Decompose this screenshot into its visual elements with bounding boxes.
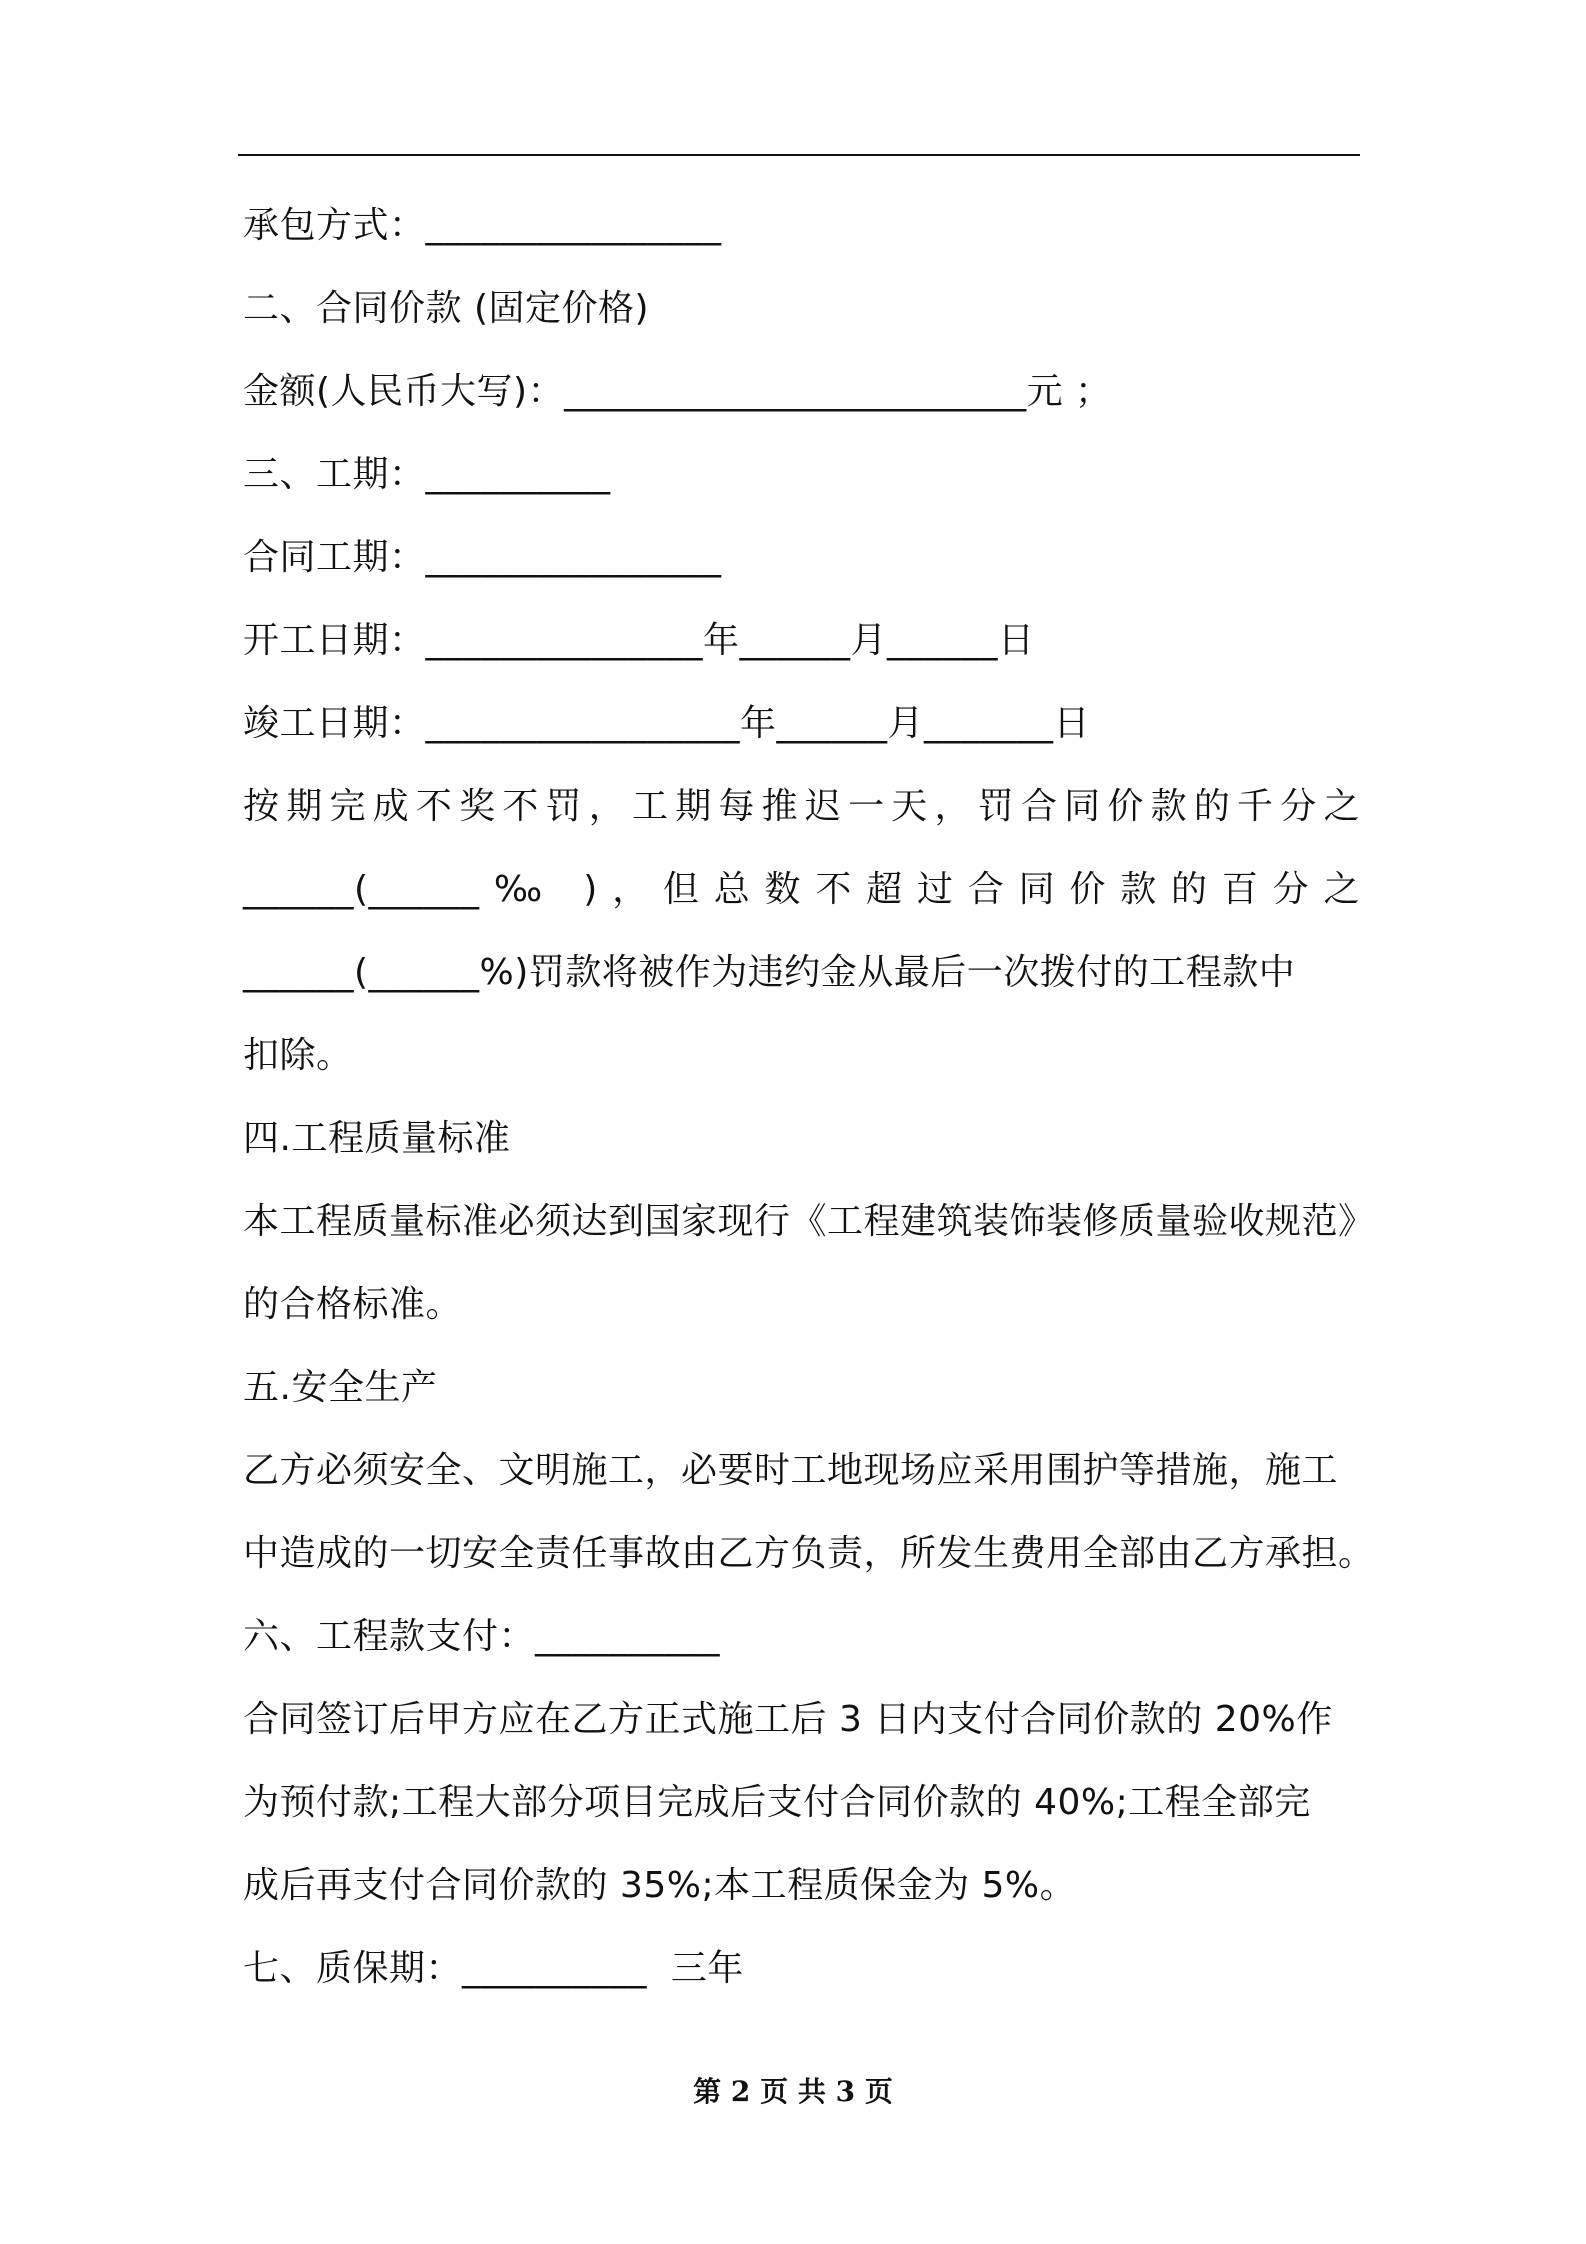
payment-paragraph-line-3: 成后再支付合同价款的 35%;本工程质保金为 5%。 — [243, 1865, 1077, 1906]
payment-paragraph-line-2: 为预付款;工程大部分项目完成后支付合同价款的 40%;工程全部完 — [243, 1782, 1311, 1823]
contract-method-line: 承包方式：________________ — [243, 205, 722, 246]
payment-paragraph-line-1: 合同签订后甲方应在乙方正式施工后 3 日内支付合同价款的 20%作 — [243, 1699, 1333, 1740]
penalty-paragraph-line-4: 扣除。 — [243, 1035, 353, 1076]
header-rule — [238, 154, 1360, 156]
section-heading-period: 三、工期：__________ — [243, 454, 611, 495]
page-number: 第 2 页 共 3 页 — [693, 2075, 893, 2108]
penalty-paragraph-line-1: 按期完成不奖不罚，工期每推迟一天，罚合同价款的千分之 — [243, 786, 1360, 827]
section-heading-warranty: 七、质保期：__________ 三年 — [243, 1948, 744, 1989]
completion-date-line: 竣工日期：_________________年______月_______日 — [243, 703, 1091, 744]
start-date-line: 开工日期：_______________年______月______日 — [243, 620, 1035, 661]
section-heading-quality: 四.工程质量标准 — [243, 1118, 511, 1159]
section-heading-price: 二、合同价款 (固定价格) — [243, 288, 650, 329]
penalty-paragraph-line-2: ______(______‰ )，但总数不超过合同价款的百分之 — [243, 869, 1360, 910]
safety-paragraph-line-1: 乙方必须安全、文明施工，必要时工地现场应采用围护等措施，施工 — [243, 1450, 1339, 1491]
contract-period-line: 合同工期：________________ — [243, 537, 722, 578]
safety-paragraph-line-2: 中造成的一切安全责任事故由乙方负责，所发生费用全部由乙方承担。 — [243, 1533, 1375, 1574]
penalty-paragraph-line-3: ______(______%)罚款将被作为违约金从最后一次拨付的工程款中 — [243, 952, 1296, 993]
quality-paragraph-line-2: 的合格标准。 — [243, 1284, 463, 1325]
section-heading-payment: 六、工程款支付：__________ — [243, 1616, 721, 1657]
amount-line: 金额(人民币大写)：_________________________元 ； — [243, 371, 1112, 412]
quality-paragraph-line-1: 本工程质量标准必须达到国家现行《工程建筑装饰装修质量验收规范》 — [243, 1201, 1375, 1242]
section-heading-safety: 五.安全生产 — [243, 1367, 438, 1408]
